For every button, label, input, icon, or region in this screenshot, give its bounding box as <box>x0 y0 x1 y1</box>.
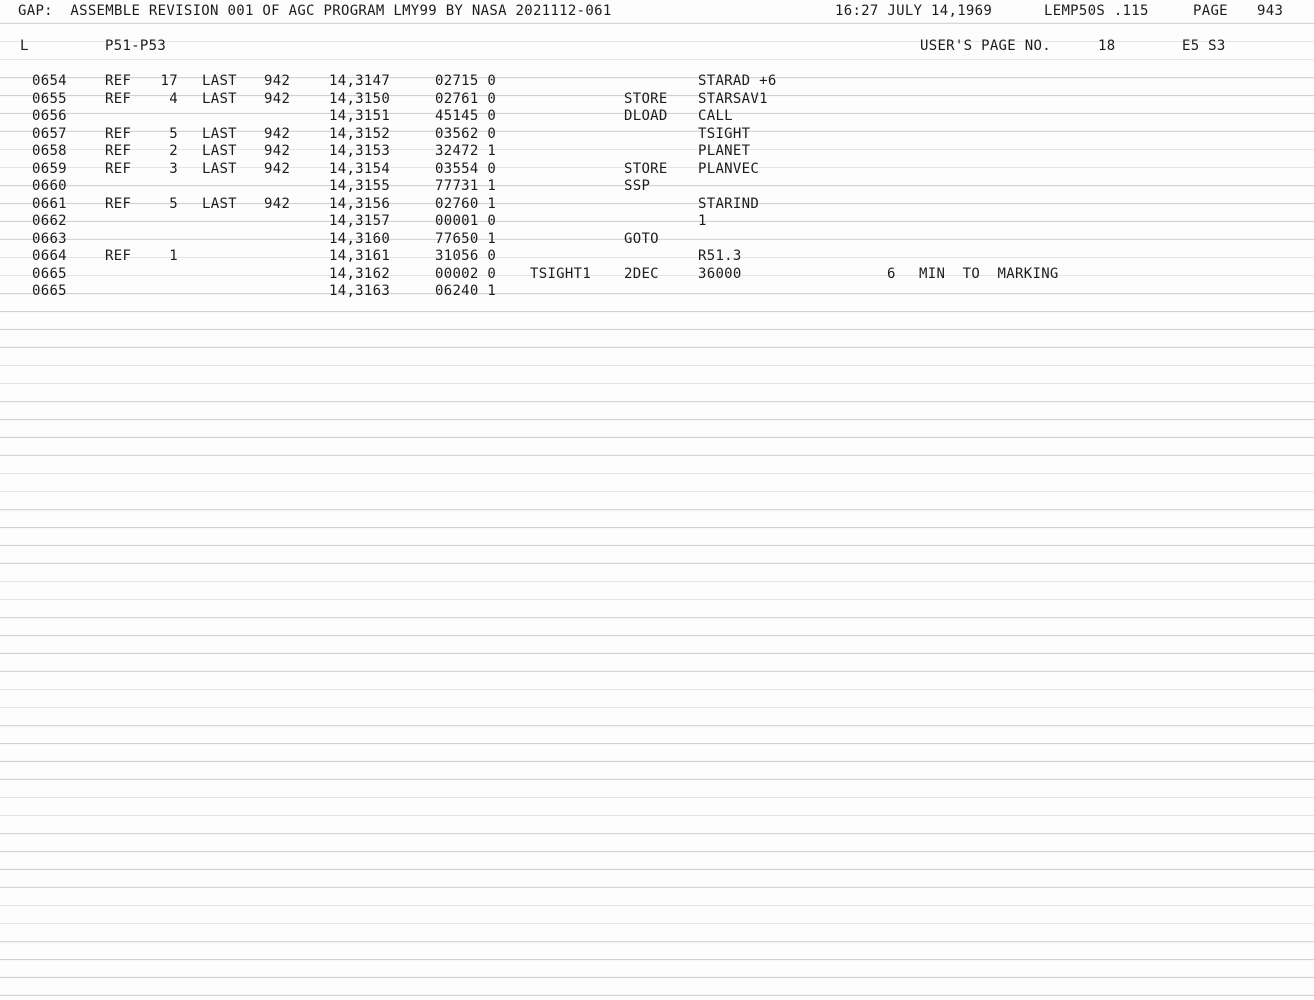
ref-keyword: REF <box>105 160 132 177</box>
ref-keyword: REF <box>105 143 132 159</box>
right-code: E5 S3 <box>1182 38 1226 54</box>
section-title: P51-P53 <box>105 38 167 54</box>
operand: PLANET <box>698 143 751 159</box>
memory-address: 14,3160 <box>329 230 391 247</box>
ref-keyword: REF <box>105 195 132 212</box>
listing-row <box>0 178 1314 196</box>
ref-keyword: REF <box>105 125 132 142</box>
page-number: 943 <box>1257 3 1284 19</box>
listing-row <box>0 126 1314 144</box>
line-number: 0658 <box>32 143 67 159</box>
last-keyword: LAST <box>202 195 237 212</box>
last-keyword: LAST <box>202 125 237 142</box>
listing-row <box>0 108 1314 126</box>
ref-count: 3 <box>169 160 178 177</box>
memory-address: 14,3163 <box>329 283 391 299</box>
octal-word: 02761 0 <box>435 90 497 107</box>
line-number: 0657 <box>32 125 67 142</box>
user-page-label: USER'S PAGE NO. <box>920 38 1051 54</box>
operand: 1 <box>698 213 707 229</box>
line-number: 0664 <box>32 248 67 264</box>
ref-count: 5 <box>169 195 178 212</box>
listing-row <box>0 213 1314 231</box>
ref-count: 2 <box>169 143 178 159</box>
last-page: 942 <box>264 160 291 177</box>
line-number: 0660 <box>32 178 67 194</box>
octal-word: 00001 0 <box>435 213 497 229</box>
assembly-datetime: 16:27 JULY 14,1969 <box>835 3 993 19</box>
line-number: 0654 <box>32 73 67 89</box>
octal-word: 77731 1 <box>435 178 497 194</box>
operand: R51.3 <box>698 248 742 264</box>
memory-address: 14,3150 <box>329 90 391 107</box>
opcode: DLOAD <box>624 108 668 124</box>
comment-number: 6 <box>887 265 896 282</box>
listing-row <box>0 73 1314 91</box>
operand: PLANVEC <box>698 160 760 177</box>
memory-address: 14,3151 <box>329 108 391 124</box>
ref-keyword: REF <box>105 90 132 107</box>
last-page: 942 <box>264 195 291 212</box>
opcode: GOTO <box>624 230 659 247</box>
memory-address: 14,3157 <box>329 213 391 229</box>
octal-word: 03554 0 <box>435 160 497 177</box>
operand: 36000 <box>698 265 742 282</box>
memory-address: 14,3162 <box>329 265 391 282</box>
octal-word: 03562 0 <box>435 125 497 142</box>
octal-word: 32472 1 <box>435 143 497 159</box>
opcode: STORE <box>624 90 668 107</box>
listing-row <box>0 231 1314 249</box>
program-code: LEMP50S .115 <box>1044 3 1149 19</box>
listing-row <box>0 91 1314 109</box>
memory-address: 14,3147 <box>329 73 391 89</box>
symbol-label: TSIGHT1 <box>530 265 592 282</box>
memory-address: 14,3161 <box>329 248 391 264</box>
page-label: PAGE <box>1193 3 1228 19</box>
operand: TSIGHT <box>698 125 751 142</box>
line-number: 0656 <box>32 108 67 124</box>
listing-row <box>0 266 1314 284</box>
line-number: 0655 <box>32 90 67 107</box>
user-page-number: 18 <box>1098 38 1116 54</box>
last-keyword: LAST <box>202 160 237 177</box>
octal-word: 02760 1 <box>435 195 497 212</box>
line-number: 0662 <box>32 213 67 229</box>
last-page: 942 <box>264 125 291 142</box>
listing-row <box>0 161 1314 179</box>
ref-count: 4 <box>169 90 178 107</box>
assembly-header: GAP: ASSEMBLE REVISION 001 OF AGC PROGRAM LMY99 BY NASA 2021112-061 <box>18 3 612 19</box>
memory-address: 14,3154 <box>329 160 391 177</box>
last-page: 942 <box>264 73 291 89</box>
opcode: SSP <box>624 178 651 194</box>
octal-word: 45145 0 <box>435 108 497 124</box>
ref-keyword: REF <box>105 73 132 89</box>
opcode: 2DEC <box>624 265 659 282</box>
listing-row <box>0 283 1314 301</box>
operand: STARSAV1 <box>698 90 768 107</box>
line-number: 0661 <box>32 195 67 212</box>
operand: CALL <box>698 108 733 124</box>
last-page: 942 <box>264 90 291 107</box>
ref-count: 17 <box>160 73 178 89</box>
line-number: 0665 <box>32 283 67 299</box>
comment-text: MIN TO MARKING <box>919 265 1059 282</box>
last-keyword: LAST <box>202 90 237 107</box>
line-number: 0665 <box>32 265 67 282</box>
code-listing <box>0 73 1314 301</box>
last-keyword: LAST <box>202 73 237 89</box>
octal-word: 00002 0 <box>435 265 497 282</box>
last-keyword: LAST <box>202 143 237 159</box>
opcode: STORE <box>624 160 668 177</box>
listing-row <box>0 248 1314 266</box>
memory-address: 14,3156 <box>329 195 391 212</box>
octal-word: 31056 0 <box>435 248 497 264</box>
memory-address: 14,3152 <box>329 125 391 142</box>
octal-word: 77650 1 <box>435 230 497 247</box>
line-number: 0659 <box>32 160 67 177</box>
octal-word: 02715 0 <box>435 73 497 89</box>
ref-count: 1 <box>169 248 178 264</box>
memory-address: 14,3153 <box>329 143 391 159</box>
octal-word: 06240 1 <box>435 283 497 299</box>
ref-count: 5 <box>169 125 178 142</box>
listing-flag: L <box>20 38 29 54</box>
listing-row <box>0 143 1314 161</box>
last-page: 942 <box>264 143 291 159</box>
operand: STARAD +6 <box>698 73 777 89</box>
listing-row <box>0 196 1314 214</box>
operand: STARIND <box>698 195 760 212</box>
ref-keyword: REF <box>105 248 132 264</box>
line-number: 0663 <box>32 230 67 247</box>
memory-address: 14,3155 <box>329 178 391 194</box>
